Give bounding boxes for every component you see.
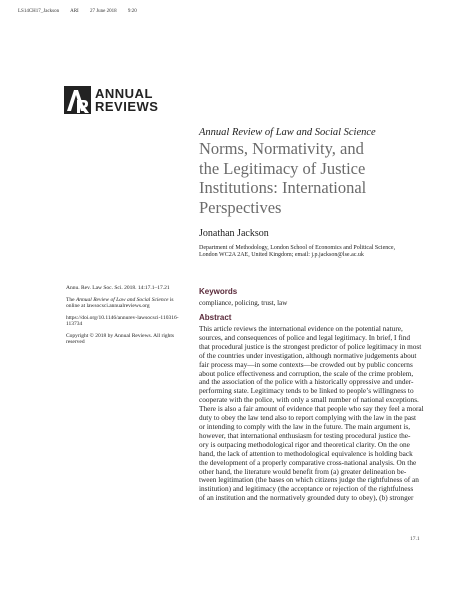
doi-link[interactable]: https://doi.org/10.1146/annurev-lawsocsci-110316-113734 xyxy=(66,314,179,327)
abstract-body xyxy=(199,325,431,503)
abstract-line: of an institution and the normatively grounded duty to obey), (b) stronger xyxy=(199,493,414,503)
title-line: Perspectives xyxy=(199,197,282,217)
annual-reviews-logo-icon xyxy=(64,86,91,114)
abstract-line: other hand, the literature would benefit from (a) greater delineation be- xyxy=(199,466,407,476)
running-head-file: LS14CH17_Jackson xyxy=(18,9,60,14)
abstract-line: performing state. Legitimacy tends to be linked to people’s willingness to xyxy=(199,386,414,396)
abstract-line: fair process may—in some contexts—be crowded out by public concerns xyxy=(199,359,413,369)
abstract-line: however, that international enthusiasm for testing procedural justice the- xyxy=(199,430,411,440)
author-affiliation xyxy=(199,245,439,259)
abstract-line: This article reviews the international evidence on the potential nature, xyxy=(199,324,403,333)
abstract-line: ory is outpacing methodological rigor and theoretical clarity. On the one xyxy=(199,439,410,449)
running-head xyxy=(18,9,147,14)
running-head-time: 9:20 xyxy=(127,9,137,14)
abstract-line: about police effectiveness and corruption, the scale of the crime problem, xyxy=(199,368,414,378)
abstract-line: tween legitimation (the bases on which citizens judge the rightfulness of an xyxy=(199,475,419,485)
abstract-line: and the association of the police with a historically oppressive and under- xyxy=(199,377,414,387)
abstract-line: hand, the lack of attention to methodological equivalence is holding back xyxy=(199,448,413,458)
logo-line-1: ANNUAL xyxy=(95,86,153,101)
journal-name: Annual Review of Law and Social Science xyxy=(199,127,376,138)
title-line: Institutions: International xyxy=(199,178,367,197)
abstract-line: or intending to comply with the law in the future. The main argument is, xyxy=(199,421,411,431)
online-note-journal: Annual Review of Law and Social Science xyxy=(75,296,169,303)
article-meta-sidebar xyxy=(66,285,184,351)
title-line: Norms, Normativity, and xyxy=(199,139,364,158)
online-note xyxy=(66,297,184,310)
article-title xyxy=(199,139,449,217)
annual-reviews-logo xyxy=(64,86,158,114)
logo-line-2: REVIEWS xyxy=(95,99,159,114)
running-head-code: ARI xyxy=(70,9,79,14)
keywords-list: compliance, policing, trust, law xyxy=(199,299,288,307)
online-note-pre: The xyxy=(66,296,76,303)
affiliation-line: London WC2A 2AE, United Kingdom; email: j.p.jackson@lse.ac.uk xyxy=(199,252,364,258)
abstract-line: duty to obey the law tend also to report complying with the law in the past xyxy=(199,413,417,423)
author-name: Jonathan Jackson xyxy=(199,228,269,239)
abstract-heading: Abstract xyxy=(199,313,232,322)
citation: Annu. Rev. Law Soc. Sci. 2018. 14:17.1–17.21 xyxy=(66,285,170,291)
copyright-notice: Copyright © 2018 by Annual Reviews. All rights reserved xyxy=(66,332,175,345)
running-head-date: 27 June 2018 xyxy=(89,9,117,14)
keywords-heading: Keywords xyxy=(199,287,238,296)
abstract-line: of the countries under investigation, although normative judgements about xyxy=(199,350,417,360)
abstract-line: that procedural justice is the strongest predictor of police legitimacy in most xyxy=(199,341,422,351)
affiliation-line: Department of Methodology, London School of Economics and Political Science, xyxy=(199,245,396,251)
abstract-line: There is also a fair amount of evidence that people who say they feel a moral xyxy=(199,404,424,414)
logo-wordmark xyxy=(95,87,158,113)
abstract-line: the development of a properly comparative cross-national analysis. On the xyxy=(199,457,417,467)
page-number: 17.1 xyxy=(410,536,420,542)
abstract-line: institution) and legitimacy (the acceptance or rejection of the rightfulness xyxy=(199,484,414,494)
abstract-line: cooperate with the police, with only a small number of national exceptions. xyxy=(199,395,419,405)
abstract-line: sources, and consequences of police and legal legitimacy. In brief, I find xyxy=(199,332,411,342)
title-line: the Legitimacy of Justice xyxy=(199,158,366,178)
online-note-post: is online at lawsocsci.annualreviews.org xyxy=(66,296,174,309)
